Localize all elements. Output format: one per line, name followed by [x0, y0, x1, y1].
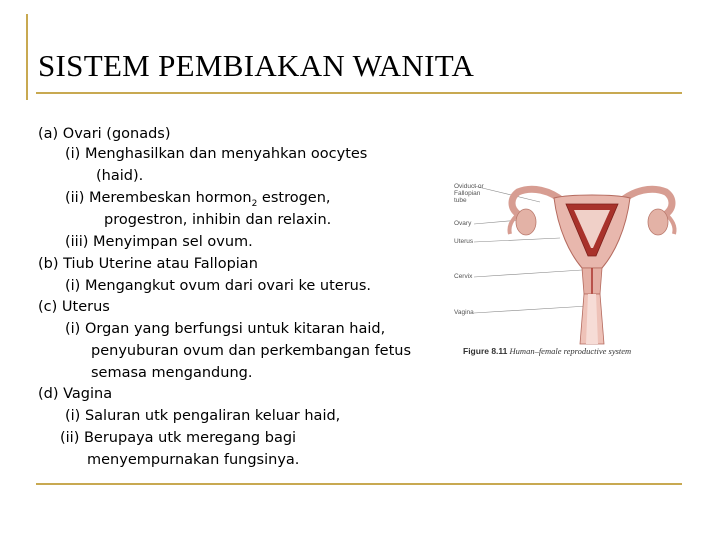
item-ovari: (a) Ovari (gonads): [38, 126, 171, 142]
item-uterus-i-line1: (i) Organ yang berfungsi untuk kitaran haid,: [65, 321, 386, 337]
label-oviduct-line3: tube: [454, 197, 467, 204]
slide-title: SISTEM PEMBIAKAN WANITA: [38, 48, 475, 83]
figure-caption: [463, 346, 631, 356]
item-vagina-ii-line1: (ii) Berupaya utk meregang bagi: [60, 430, 297, 446]
reproductive-system-illustration: [450, 176, 710, 362]
estrogen-text: estrogen,: [257, 190, 331, 206]
footer-divider: [36, 483, 682, 485]
item-vagina: (d) Vagina: [38, 386, 113, 402]
caption-text: Human–female reproductive system: [507, 346, 632, 356]
item-tiub: (b) Tiub Uterine atau Fallopian: [38, 256, 258, 272]
reproductive-system-figure: [450, 176, 710, 362]
label-uterus: Uterus: [454, 238, 474, 245]
label-cervix: Cervix: [454, 273, 473, 280]
hormone-subscript: 2: [251, 198, 258, 209]
item-uterus: (c) Uterus: [38, 299, 110, 315]
caption-figure-number: Figure 8.11: [463, 346, 508, 356]
item-uterus-i-line2: penyuburan ovum dan perkembangan fetus: [91, 343, 412, 359]
label-oviduct-line2: Fallopian: [454, 190, 481, 197]
hormone-text: (ii) Merembeskan hormon: [65, 190, 252, 206]
label-vagina: Vagina: [454, 309, 474, 316]
item-ovari-i-line1: (i) Menghasilkan dan menyahkan oocytes: [65, 146, 368, 162]
label-ovary: Ovary: [454, 220, 472, 227]
label-oviduct-line1: Oviduct or: [454, 183, 484, 190]
item-uterus-i-line3: semasa mengandung.: [91, 365, 253, 381]
item-tiub-i: (i) Mengangkut ovum dari ovari ke uterus.: [65, 278, 372, 294]
item-vagina-ii-line2: menyempurnakan fungsinya.: [87, 452, 300, 468]
accent-vertical-line: [26, 14, 28, 100]
item-ovari-i-line2: (haid).: [96, 168, 144, 184]
item-vagina-i: (i) Saluran utk pengaliran keluar haid,: [65, 408, 341, 424]
item-ovari-iii: (iii) Menyimpan sel ovum.: [65, 234, 253, 250]
title-divider: [36, 92, 682, 94]
item-ovari-ii-line2: progestron, inhibin dan relaxin.: [104, 212, 332, 228]
